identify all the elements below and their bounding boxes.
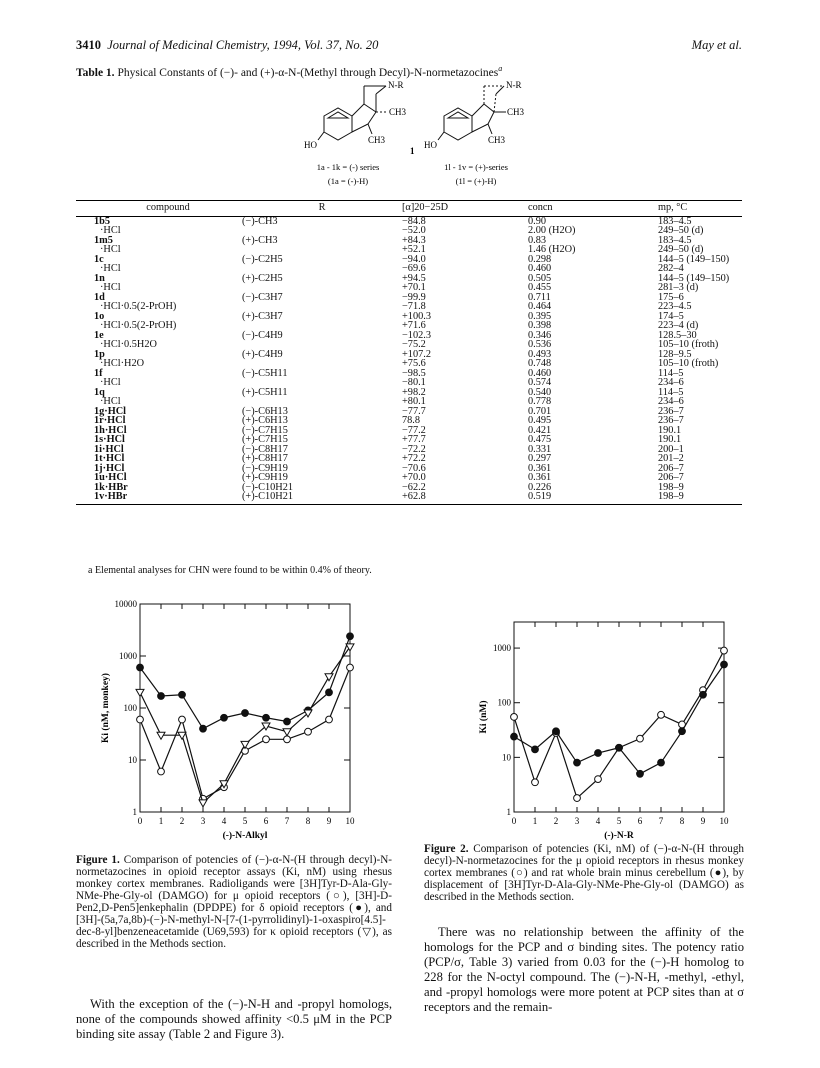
cell-concn: 0.331: [528, 443, 552, 455]
compound-name: 1k·HBr: [94, 481, 128, 493]
structure-number: 1: [410, 146, 415, 156]
cell-mp: 223–4 (d): [658, 320, 699, 331]
cell-mp: 282–4: [658, 263, 684, 274]
data-point-open-circle: [137, 716, 144, 723]
compound-name: 1e: [94, 329, 104, 341]
left-ch3a-label: CH3: [389, 107, 407, 117]
cell-concn: 0.711: [528, 291, 551, 303]
cell-mp: 249–50 (d): [658, 244, 704, 255]
x-tick-label: 3: [574, 816, 580, 826]
y-tick-label: 10000: [114, 599, 137, 609]
compound-name: 1n: [94, 272, 105, 284]
cell-concn: 0.540: [528, 386, 552, 398]
x-tick-label: 9: [700, 816, 706, 826]
cell-rotation: −69.6: [402, 263, 426, 274]
x-tick-label: 0: [137, 816, 143, 826]
compound-name: ·HCl: [100, 396, 121, 407]
data-point-open-circle: [179, 716, 186, 723]
figure2-chart: [470, 614, 740, 844]
data-point-open-circle: [595, 776, 602, 783]
figure2-label: Figure 2.: [424, 843, 469, 855]
page-number: 3410: [76, 38, 101, 52]
data-point-open-triangle: [283, 729, 291, 736]
cell-rotation: −72.2: [402, 443, 426, 455]
left-series-label: 1a - 1k = (-) series: [316, 162, 380, 172]
author-header: May et al.: [691, 38, 742, 52]
cell-concn: 0.748: [528, 358, 552, 369]
cell-mp: 206–7: [658, 472, 684, 483]
right-nr-label: N-R: [506, 80, 522, 90]
data-point-filled-circle: [221, 714, 228, 721]
cell-r: (+)-C2H5: [242, 272, 283, 284]
data-point-open-triangle: [325, 674, 333, 681]
compound-name: 1r·HCl: [94, 415, 126, 426]
cell-r: (+)-C5H11: [242, 386, 288, 398]
cell-rotation: +70.0: [402, 472, 426, 483]
cell-concn: 0.460: [528, 263, 552, 274]
data-point-filled-circle: [326, 689, 333, 696]
x-tick-label: 7: [658, 816, 664, 826]
structure-left: [318, 86, 388, 140]
figure2-caption: [424, 843, 744, 903]
cell-rotation: −52.0: [402, 225, 426, 236]
x-axis-label: (-)-N-R: [604, 831, 634, 841]
compound-name: ·HCl: [100, 377, 121, 388]
cell-concn: 0.83: [528, 234, 547, 246]
compound-name: 1m5: [94, 234, 113, 246]
data-point-open-circle: [658, 711, 665, 718]
plot-frame: [514, 622, 724, 812]
cell-concn: 0.493: [528, 348, 552, 360]
y-tick-label: 1000: [493, 643, 511, 654]
data-point-filled-circle: [700, 691, 707, 698]
cell-mp: 249–50 (d): [658, 225, 704, 236]
data-point-open-circle: [574, 795, 581, 802]
cell-mp: 190.1: [658, 434, 682, 445]
cell-concn: 0.361: [528, 472, 552, 483]
compound-name: 1b5: [94, 215, 111, 227]
cell-mp: 223–4.5: [658, 301, 692, 312]
cell-r: (−)-C7H15: [242, 424, 288, 436]
table-label: Table 1.: [76, 66, 115, 79]
cell-r: (−)-C3H7: [242, 291, 283, 303]
x-tick-label: 6: [637, 816, 643, 826]
compound-name: 1c: [94, 253, 104, 265]
data-point-filled-circle: [158, 693, 165, 700]
cell-rotation: +70.1: [402, 282, 426, 293]
x-tick-label: 1: [532, 816, 538, 826]
cell-concn: 0.90: [528, 215, 547, 227]
cell-concn: 0.778: [528, 396, 552, 407]
cell-concn: 0.421: [528, 424, 552, 436]
cell-rotation: +84.3: [402, 234, 426, 246]
cell-concn: 0.701: [528, 405, 552, 417]
cell-r: (−)-C4H9: [242, 329, 283, 341]
left-ch3b-label: CH3: [368, 135, 386, 145]
cell-r: (−)-C2H5: [242, 253, 283, 265]
y-tick-label: 10: [128, 755, 137, 765]
y-tick-label: 1: [132, 807, 137, 817]
cell-rotation: +52.1: [402, 244, 426, 255]
x-tick-label: 10: [719, 816, 729, 826]
data-point-filled-circle: [347, 633, 354, 640]
cell-rotation: −70.6: [402, 462, 426, 474]
col-header-r: R: [242, 201, 402, 217]
y-axis-label: Ki (nM, monkey): [101, 673, 111, 743]
cell-rotation: +62.8: [402, 492, 528, 504]
cell-rotation: 78.8: [402, 415, 421, 426]
cell-rotation: −71.8: [402, 301, 426, 312]
x-tick-label: 5: [242, 816, 248, 826]
cell-r: (+)-C9H19: [242, 472, 288, 483]
cell-rotation: −77.2: [402, 424, 426, 436]
figure1-chart: [96, 594, 366, 854]
compound-name: 1h·HCl: [94, 424, 127, 436]
data-point-filled-circle: [658, 759, 665, 766]
data-point-filled-circle: [679, 728, 686, 735]
compound-name: 1g·HCl: [94, 405, 127, 417]
compound-name: 1f: [94, 367, 103, 379]
body-text-right: There was no relationship between the affinity of the homologs for the PCP and σ binding sites. The potency ratio (PCP/σ, Table 3) varied from 0.03 for the (−)-H homolog to 228 for the N-octyl compound. The (−)-N-H, -methyl, -ethyl, and -propyl homologs were more potent at PCP sites than at σ receptors and the remain-: [424, 925, 744, 1014]
cell-concn: 0.475: [528, 434, 552, 445]
cell-mp: 128.5–30: [658, 329, 697, 341]
left-nr-label: N-R: [388, 80, 404, 90]
right-sub-label: (1l = (+)-H): [455, 176, 497, 186]
right-ch3b-label: CH3: [488, 135, 506, 145]
cell-mp: 114–5: [658, 367, 684, 379]
cell-r: (−)-C9H19: [242, 462, 288, 474]
data-point-open-triangle: [136, 689, 144, 696]
cell-compound: [76, 492, 242, 504]
data-point-open-circle: [305, 728, 312, 735]
cell-rotation: −77.7: [402, 405, 426, 417]
cell-concn: 0.395: [528, 310, 552, 322]
x-tick-label: 4: [221, 816, 227, 826]
cell-rotation: +75.6: [402, 358, 426, 369]
data-point-filled-circle: [553, 728, 560, 735]
cell-mp: 200–1: [658, 443, 684, 455]
cell-r: (+)-C10H21: [242, 492, 402, 504]
compound-name: 1u·HCl: [94, 472, 127, 483]
data-point-open-circle: [347, 664, 354, 671]
cell-r: (+)-C4H9: [242, 348, 283, 360]
table-title: Physical Constants of (−)- and (+)-α-N-(Methyl through Decyl)-N-normetazocines: [117, 66, 499, 79]
figure1-caption: [76, 854, 392, 950]
cell-r: (+)-C8H17: [242, 453, 288, 464]
compound-name: ·HCl·0.5H2O: [100, 339, 157, 350]
cell-concn: 0.361: [528, 462, 552, 474]
cell-rotation: +80.1: [402, 396, 426, 407]
cell-mp: 281–3 (d): [658, 282, 699, 293]
x-tick-label: 2: [553, 816, 559, 826]
x-tick-label: 7: [284, 816, 290, 826]
data-point-open-circle: [721, 647, 728, 654]
col-header-rotation: [α]20−25D: [402, 201, 528, 217]
data-point-filled-circle: [532, 746, 539, 753]
data-point-filled-circle: [721, 661, 728, 668]
data-point-open-triangle: [199, 800, 207, 807]
table-header-row: [76, 201, 742, 217]
data-point-filled-circle: [179, 691, 186, 698]
x-tick-label: 6: [263, 816, 269, 826]
cell-rotation: −99.9: [402, 291, 426, 303]
cell-r: (+)-C7H15: [242, 434, 288, 445]
data-point-open-triangle: [241, 741, 249, 748]
cell-rotation: +94.5: [402, 272, 426, 284]
data-point-filled-circle: [200, 725, 207, 732]
data-point-open-circle: [637, 735, 644, 742]
cell-rotation: +71.6: [402, 320, 426, 331]
data-point-open-circle: [284, 736, 291, 743]
cell-rotation: −94.0: [402, 253, 426, 265]
y-tick-label: 100: [497, 697, 511, 708]
benzene-ring-right: [444, 108, 472, 140]
data-point-filled-circle: [574, 759, 581, 766]
compound-name: ·HCl·0.5(2-PrOH): [100, 301, 177, 312]
cell-rotation: −98.5: [402, 367, 426, 379]
data-point-filled-circle: [263, 714, 270, 721]
cell-mp: 175–6: [658, 291, 684, 303]
data-point-filled-circle: [637, 770, 644, 777]
compound-name: 1v·HBr: [94, 491, 128, 502]
cell-concn: 1.46 (H2O): [528, 244, 576, 255]
compound-name: 1d: [94, 291, 105, 303]
compound-name: ·HCl: [100, 244, 121, 255]
cell-rotation: +107.2: [402, 348, 431, 360]
cell-mp: 234–6: [658, 377, 684, 388]
cell-mp: 105–10 (froth): [658, 339, 719, 350]
data-point-open-circle: [511, 714, 518, 721]
data-point-filled-circle: [284, 718, 291, 725]
cell-concn: 0.398: [528, 320, 552, 331]
col-header-mp: mp, °C: [658, 201, 742, 217]
cell-r: (+)-C3H7: [242, 310, 283, 322]
compound-name: 1p: [94, 348, 105, 360]
cell-r: (+)-CH3: [242, 234, 278, 246]
cell-concn: 0.455: [528, 282, 552, 293]
cell-mp: 144–5 (149–150): [658, 253, 730, 265]
cell-rotation: +77.7: [402, 434, 426, 445]
cell-rotation: −75.2: [402, 339, 426, 350]
cell-r: (+)-C6H13: [242, 415, 288, 426]
series-line: [140, 668, 350, 799]
series-line: [514, 651, 724, 798]
cell-mp: 198–9: [658, 481, 684, 493]
cell-mp: 236–7: [658, 405, 684, 417]
x-tick-label: 10: [345, 816, 355, 826]
table-footnote: a Elemental analyses for CHN were found to be within 0.4% of theory.: [88, 565, 372, 576]
cell-mp: 174–5: [658, 310, 684, 322]
cell-concn: 0.574: [528, 377, 552, 388]
cell-concn: 0.297: [528, 453, 552, 464]
cell-r: (−)-C5H11: [242, 367, 288, 379]
physical-constants-table: [76, 200, 742, 505]
data-point-filled-circle: [242, 710, 249, 717]
series-line: [140, 647, 350, 803]
cell-r: (−)-C10H21: [242, 481, 293, 493]
cell-rotation: +100.3: [402, 310, 431, 322]
cell-rotation: +98.2: [402, 386, 426, 398]
cell-mp: 128–9.5: [658, 348, 692, 360]
x-tick-label: 3: [200, 816, 206, 826]
cell-r: (−)-C8H17: [242, 443, 288, 455]
right-ch3a-label: CH3: [507, 107, 525, 117]
compound-name: 1q: [94, 386, 105, 398]
cell-r: (−)-C6H13: [242, 405, 288, 417]
compound-name: ·HCl: [100, 263, 121, 274]
cell-mp: 236–7: [658, 415, 684, 426]
y-tick-label: 10: [502, 752, 511, 763]
y-tick-label: 1: [506, 807, 511, 817]
cell-mp: 114–5: [658, 386, 684, 398]
compound-name: ·HCl: [100, 225, 121, 236]
x-tick-label: 8: [679, 816, 685, 826]
cell-mp: 201–2: [658, 453, 684, 464]
data-point-open-circle: [532, 779, 539, 786]
table-row: [76, 492, 742, 504]
ring-inner-left: [328, 112, 348, 118]
cell-rotation: −84.8: [402, 215, 426, 227]
cell-mp: 234–6: [658, 396, 684, 407]
data-point-open-circle: [326, 716, 333, 723]
cell-concn: 0.536: [528, 339, 552, 350]
table-body: [76, 216, 742, 504]
data-point-filled-circle: [616, 744, 623, 751]
col-header-compound: compound: [76, 201, 242, 217]
cell-mp: 105–10 (froth): [658, 358, 719, 369]
y-axis-label: Ki (nM): [479, 700, 489, 734]
body-text-left: With the exception of the (−)-N-H and -propyl homologs, none of the compounds showed affinity <0.5 μM in the PCP binding site assay (Table 2 and Figure 3).: [76, 997, 392, 1041]
cell-rotation: −102.3: [402, 329, 431, 341]
compound-name: 1o: [94, 310, 105, 322]
x-tick-label: 1: [158, 816, 164, 826]
cell-concn: 0.505: [528, 272, 552, 284]
cell-mp: 206–7: [658, 462, 684, 474]
journal-citation: Journal of Medicinal Chemistry, 1994, Vol. 37, No. 20: [107, 38, 379, 52]
x-tick-label: 4: [595, 816, 601, 826]
data-point-filled-circle: [511, 733, 518, 740]
y-tick-label: 1000: [119, 651, 137, 661]
x-axis-label: (-)-N-Alkyl: [222, 831, 268, 841]
right-series-label: 1l - 1v = (+)-series: [444, 162, 508, 172]
compound-name: 1s·HCl: [94, 434, 125, 445]
running-header: [76, 38, 378, 53]
compound-name: ·HCl: [100, 282, 121, 293]
cell-concn: 2.00 (H2O): [528, 225, 576, 236]
cell-r: (−)-CH3: [242, 215, 278, 227]
compound-name: ·HCl·0.5(2-PrOH): [100, 320, 177, 331]
data-point-filled-circle: [137, 664, 144, 671]
cell-mp: 190.1: [658, 424, 682, 436]
cell-rotation: +72.2: [402, 453, 426, 464]
plot-frame: [140, 604, 350, 812]
cell-concn: 0.519: [528, 492, 658, 504]
compound-name: 1t·HCl: [94, 453, 125, 464]
ring-inner-right: [448, 112, 468, 118]
figure1-label: Figure 1.: [76, 854, 120, 866]
x-tick-label: 0: [511, 816, 517, 826]
left-ho-label: HO: [304, 140, 317, 150]
cell-concn: 0.346: [528, 329, 552, 341]
col-header-concn: concn: [528, 201, 658, 217]
benzene-ring-left: [324, 108, 352, 140]
y-tick-label: 100: [123, 703, 137, 713]
cell-concn: 0.226: [528, 481, 552, 493]
x-tick-label: 8: [305, 816, 311, 826]
data-point-open-circle: [263, 736, 270, 743]
x-tick-label: 2: [179, 816, 185, 826]
data-point-open-circle: [158, 768, 165, 775]
cell-concn: 0.298: [528, 253, 552, 265]
cell-concn: 0.460: [528, 367, 552, 379]
cell-rotation: −80.1: [402, 377, 426, 388]
cell-mp: 183–4.5: [658, 215, 692, 227]
figure2-caption-text: Comparison of potencies (Ki, nM) of (−)-α-N-(H through decyl)-N-normetazocines for the μ opioid receptors in rhesus monkey cortex membranes (○) and rat whole brain minus cerebellum (●), by displacement of [3H]Tyr-D-Ala-Gly-NMe-Phe-Gly-ol (DAMGO) as described in the Methods section.: [424, 843, 745, 903]
compound-name: 1j·HCl: [94, 462, 125, 474]
cell-concn: 0.464: [528, 301, 552, 312]
compound-name: 1i·HCl: [94, 443, 124, 455]
x-tick-label: 5: [616, 816, 622, 826]
caption-footnote-mark: a: [498, 64, 503, 73]
left-sub-label: (1a = (-)-H): [327, 176, 369, 186]
cell-concn: 0.495: [528, 415, 552, 426]
structure-right: [438, 86, 506, 140]
cell-mp: 198–9: [658, 492, 742, 504]
cell-rotation: −62.2: [402, 481, 426, 493]
structure-diagram: [290, 76, 550, 188]
right-ho-label: HO: [424, 140, 437, 150]
x-tick-label: 9: [326, 816, 332, 826]
compound-name: ·HCl·H2O: [100, 358, 145, 369]
figure1-caption-text: Comparison of potencies of (−)-α-N-(H through decyl)-N-normetazocines in opioid receptor assays (Ki, nM) using rhesus monkey cortex membranes. Radioligands were [3H]Tyr-D-Ala-Gly-NMe-Phe-Gly-ol (DAMGO) for μ opioid receptors (○), [3H]-D-Pen2,D-Pen5]enkephalin (DPDPE) for δ opioid receptors (●), and [3H]-(5a,7a,8b)-(−)-N-methyl-N-[7-(1-pyrrolidinyl)-1-oxaspiro[4.5]-dec-8-yl]benzeneacetamide (U69,593) for κ opioid receptors (▽), as described in the Methods section.: [76, 854, 392, 950]
data-point-filled-circle: [595, 750, 602, 757]
cell-mp: 144–5 (149–150): [658, 272, 730, 284]
cell-mp: 183–4.5: [658, 234, 692, 246]
